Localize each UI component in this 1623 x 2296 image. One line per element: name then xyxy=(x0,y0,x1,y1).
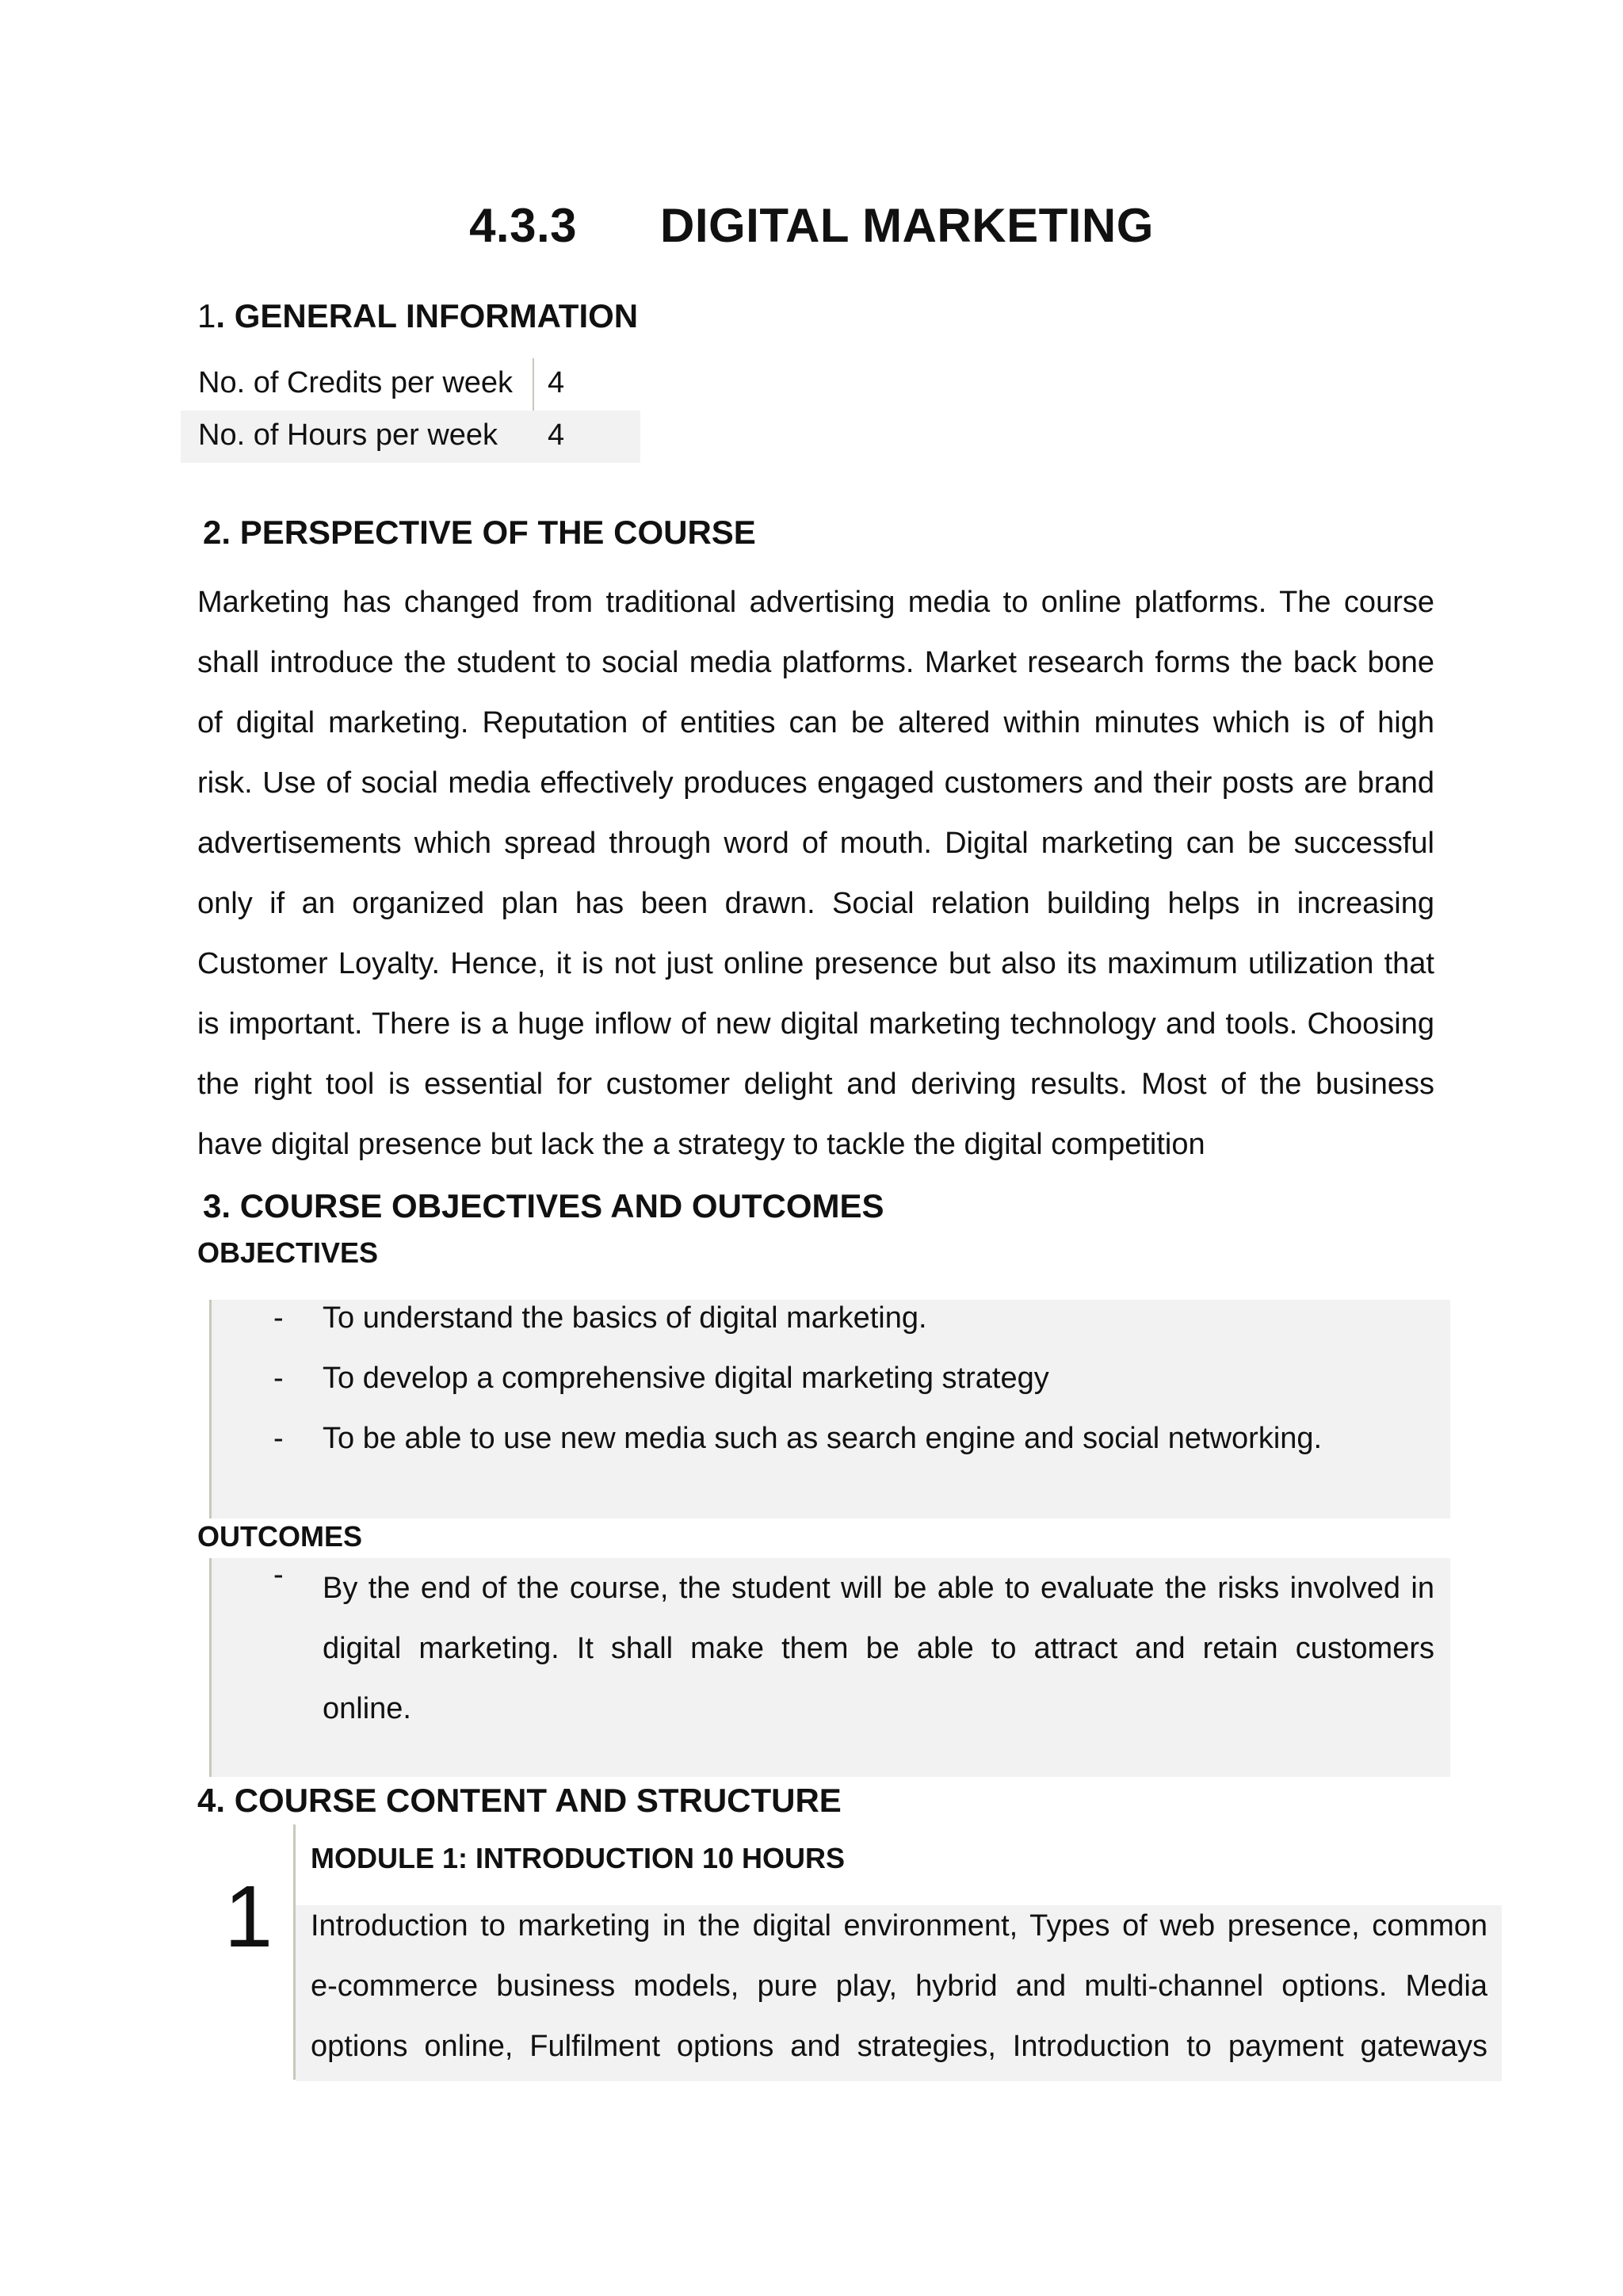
module-line: e-commerce business models, pure play, hybrid and multi-channel options. Media xyxy=(311,1969,1487,2003)
objective-text: To understand the basics of digital marketing. xyxy=(323,1301,927,1335)
outcome-text xyxy=(323,1558,1434,1739)
hours-value: 4 xyxy=(548,418,565,452)
section4-heading: 4. COURSE CONTENT AND STRUCTURE xyxy=(197,1782,842,1819)
credits-label: No. of Credits per week xyxy=(198,366,514,399)
dash-bullet: - xyxy=(273,1422,284,1455)
outcome-line: By the end of the course, the student will be able to evaluate the risks involved in xyxy=(323,1572,1434,1605)
paragraph-line: of digital marketing. Reputation of entities can be altered within minutes which is of high xyxy=(197,706,1434,739)
objective-text: To be able to use new media such as search engine and social networking. xyxy=(323,1422,1323,1455)
credits-value: 4 xyxy=(548,366,565,399)
objectives-label: OBJECTIVES xyxy=(197,1236,379,1269)
module-line: Introduction to marketing in the digital environment, Types of web presence, common xyxy=(311,1909,1487,1943)
module-content xyxy=(311,1896,1487,2076)
section1-heading xyxy=(197,297,638,335)
paragraph-line: have digital presence but lack the a strategy to tackle the digital competition xyxy=(197,1128,1205,1161)
dash-bullet: - xyxy=(273,1558,284,1591)
perspective-paragraph xyxy=(197,572,1434,1175)
section3-heading: 3. COURSE OBJECTIVES AND OUTCOMES xyxy=(203,1187,884,1224)
objective-text: To develop a comprehensive digital marketing strategy xyxy=(323,1362,1049,1395)
outcome-line: digital marketing. It shall make them be able to attract and retain customers xyxy=(323,1632,1434,1665)
table-row-hours xyxy=(181,411,640,463)
outcomes-bar xyxy=(209,1558,212,1777)
title-text: DIGITAL MARKETING xyxy=(660,199,1154,252)
objectives-bar xyxy=(209,1300,212,1519)
paragraph-line: shall introduce the student to social media platforms. Market research forms the back bone xyxy=(197,646,1434,679)
outcome-line: online. xyxy=(323,1692,411,1725)
dash-bullet: - xyxy=(273,1301,284,1335)
table-row-credits xyxy=(181,358,640,411)
general-info-table xyxy=(181,358,640,463)
dash-bullet: - xyxy=(273,1362,284,1395)
module-number: 1 xyxy=(224,1868,273,1966)
paragraph-line: the right tool is essential for customer delight and deriving results. Most of the business xyxy=(197,1068,1434,1101)
page-title xyxy=(0,198,1623,253)
paragraph-line: Customer Loyalty. Hence, it is not just online presence but also its maximum utilization that xyxy=(197,947,1434,980)
module-title: MODULE 1: INTRODUCTION 10 HOURS xyxy=(311,1842,846,1874)
paragraph-line: only if an organized plan has been drawn. Social relation building helps in increasing xyxy=(197,887,1434,920)
paragraph-line: Marketing has changed from traditional advertising media to online platforms. The course xyxy=(197,586,1434,619)
hours-label: No. of Hours per week xyxy=(198,418,498,452)
outcomes-label: OUTCOMES xyxy=(197,1520,363,1553)
section2-heading: 2. PERSPECTIVE OF THE COURSE xyxy=(203,514,756,551)
module-line: options online, Fulfilment options and strategies, Introduction to payment gateways xyxy=(311,2030,1487,2063)
section1-heading-text: . GENERAL INFORMATION xyxy=(216,297,639,334)
paragraph-line: risk. Use of social media effectively produces engaged customers and their posts are brand xyxy=(197,766,1434,800)
paragraph-line: is important. There is a huge inflow of new digital marketing technology and tools. Choosing xyxy=(197,1007,1434,1041)
paragraph-line: advertisements which spread through word of mouth. Digital marketing can be successful xyxy=(197,827,1434,860)
title-number: 4.3.3 xyxy=(469,199,578,252)
section1-number: 1 xyxy=(197,297,216,334)
